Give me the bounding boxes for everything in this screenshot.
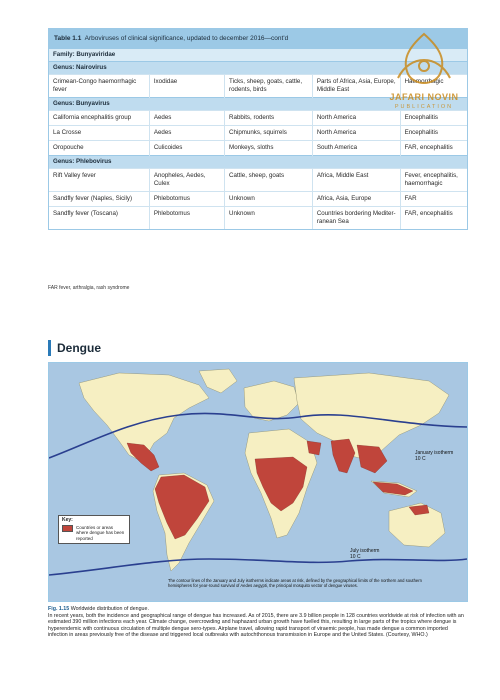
legend-row xyxy=(62,525,126,542)
table-cell: Africa, Middle East xyxy=(312,169,400,192)
table-cell: Encephalitis xyxy=(400,111,467,126)
table-cell: Cattle, sheep, goats xyxy=(225,169,313,192)
table-cell: California encephalitis group xyxy=(49,111,149,126)
table-number: Table 1.1 xyxy=(54,35,82,42)
july-isotherm xyxy=(49,559,467,575)
table-row xyxy=(49,169,467,192)
table-cell: South America xyxy=(312,141,400,156)
figure-text: In recent years, both the incidence and geographical range of dengue has increased. As of 2015, there are 3.9 billion people in 128 countries worldwide at risk of infection with an estimated 390 million infections each year. Climate change, overcrowding and haphazard urban growth have fuelled this, resulting in large parts of the tropics where dengue is hyperendemic with continuous circulation of multiple dengue sero-types. Airplane travel, allowing rapid transport of viraemic people, has made dengue a common imported infection in areas previously free of the disease and triggered local outbreaks with autochthonous transmission in Europe and the United States. (Courtesy, WHO.) xyxy=(48,612,464,639)
publisher-logo xyxy=(378,30,470,128)
table-cell: Aedes xyxy=(149,126,224,141)
genus-label: Genus: Phlebovirus xyxy=(49,156,467,169)
genus-label: Genus: Bunyavirus xyxy=(49,98,467,111)
table-cell: Culicoides xyxy=(149,141,224,156)
table-cell: Sandfly fever (Toscana) xyxy=(49,207,149,230)
genus-header xyxy=(49,156,467,169)
table-cell: La Crosse xyxy=(49,126,149,141)
dengue-central-america xyxy=(127,443,159,471)
table-cell: Ixodidae xyxy=(149,75,224,98)
table-cell: Crimean-Congo haemorrhagic fever xyxy=(49,75,149,98)
table-cell: Unknown xyxy=(225,207,313,230)
figure-label: Fig. 1.15 xyxy=(48,606,70,612)
table-cell: Haemorrhagic xyxy=(400,75,467,98)
legend-swatch xyxy=(62,525,73,532)
world-map-svg xyxy=(49,363,467,601)
family-label: Family: Bunyaviridae xyxy=(49,49,467,62)
legend-label: Countries or areas where dengue has been reported xyxy=(76,524,125,541)
table-row xyxy=(49,141,467,156)
july-isotherm-label: July isotherm 10 C xyxy=(350,548,380,560)
table-cell: North America xyxy=(312,126,400,141)
table-cell: Africa, Asia, Europe xyxy=(312,192,400,207)
table-cell: Encephalitis xyxy=(400,126,467,141)
figure-title: Worldwide distribution of dengue. xyxy=(70,606,149,612)
logo-emblem-icon xyxy=(378,30,470,92)
table-row xyxy=(49,192,467,207)
table-cell: Rabbits, rodents xyxy=(225,111,313,126)
table-cell: Fever, encephalitis, haemorrhagic xyxy=(400,169,467,192)
table-title: Arboviruses of clinical significance, updated to december 2016—cont'd xyxy=(84,35,289,42)
table-cell: FAR xyxy=(400,192,467,207)
table-cell: Countries bordering Mediter-ranean Sea xyxy=(312,207,400,230)
land-greenland xyxy=(199,369,237,393)
dengue-south-america xyxy=(155,475,209,539)
table-cell: Parts of Africa, Asia, Europe, Middle East xyxy=(312,75,400,98)
dengue-map xyxy=(48,362,468,602)
table-cell: North America xyxy=(312,111,400,126)
table-cell: Oropouche xyxy=(49,141,149,156)
table-cell: Anopheles, Aedes, Culex xyxy=(149,169,224,192)
legend-title: Key: xyxy=(62,517,73,523)
table-cell: Chipmunks, squirrels xyxy=(225,126,313,141)
table-cell: FAR, encephalitis xyxy=(400,141,467,156)
table-cell: Monkeys, sloths xyxy=(225,141,313,156)
dengue-arabia xyxy=(307,441,321,455)
table-cell: Phlebotomus xyxy=(149,192,224,207)
table-cell: Sandfly fever (Naples, Sicily) xyxy=(49,192,149,207)
map-caption: The contour lines of the January and July isotherms indicate areas at risk, defined by the geographical limits of the northern and southern hemispheres for year-round survival of Aedes aegypti, the principal mosquito vector of dengue viruses. xyxy=(168,578,422,588)
table-footnote: FAR fever, arthralgia, rash syndrome xyxy=(48,285,130,291)
table-cell: Ticks, sheep, goats, cattle, rodents, birds xyxy=(225,75,313,98)
table-cell: Unknown xyxy=(225,192,313,207)
land-europe xyxy=(244,381,299,421)
table-cell: Phlebotomus xyxy=(149,207,224,230)
logo-sub: PUBLICATION xyxy=(394,104,454,110)
table-row xyxy=(49,207,467,230)
genus-label: Genus: Nairovirus xyxy=(49,62,467,75)
section-title: Dengue xyxy=(48,340,101,356)
table-cell: FAR, encephalitis xyxy=(400,207,467,230)
map-legend xyxy=(58,515,130,544)
logo-brand: JAFARI NOVIN xyxy=(389,92,459,102)
january-isotherm-label: January isotherm 10 C xyxy=(415,450,454,462)
table-cell: Rift Valley fever xyxy=(49,169,149,192)
table-cell: Aedes xyxy=(149,111,224,126)
figure-caption xyxy=(48,606,468,639)
